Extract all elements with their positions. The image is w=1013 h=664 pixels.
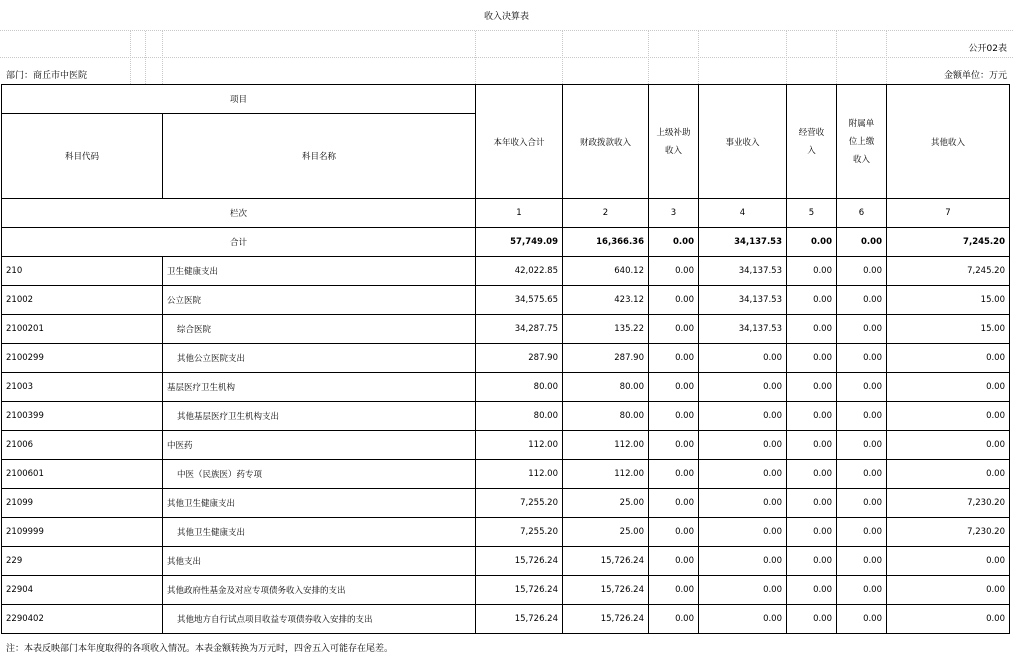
total-label: 合计 <box>2 228 476 257</box>
table-row <box>2 605 1010 634</box>
amount-cell: 0.00 <box>699 489 787 518</box>
header-business: 事业收入 <box>699 85 787 199</box>
subject-code: 229 <box>2 547 163 576</box>
amount-cell: 0.00 <box>837 257 887 286</box>
form-number-row <box>0 31 1013 58</box>
amount-cell: 7,245.20 <box>887 257 1010 286</box>
subject-code: 21002 <box>2 286 163 315</box>
amount-cell: 0.00 <box>649 344 699 373</box>
amount-cell: 0.00 <box>649 431 699 460</box>
amount-cell: 0.00 <box>837 489 887 518</box>
total-value: 7,245.20 <box>887 228 1010 257</box>
amount-cell: 34,287.75 <box>476 315 563 344</box>
amount-cell: 135.22 <box>563 315 649 344</box>
column-index-num: 2 <box>563 199 649 228</box>
table-row <box>2 489 1010 518</box>
amount-cell: 0.00 <box>649 315 699 344</box>
amount-cell: 0.00 <box>649 402 699 431</box>
amount-cell: 15,726.24 <box>563 605 649 634</box>
amount-cell: 0.00 <box>787 605 837 634</box>
footnote: 注：本表反映部门本年度取得的各项收入情况。本表金额转换为万元时，四舍五入可能存在尾差。 <box>6 644 394 654</box>
amount-cell: 0.00 <box>787 431 837 460</box>
amount-cell: 80.00 <box>476 402 563 431</box>
amount-cell: 0.00 <box>837 547 887 576</box>
unit-label: 金额单位：万元 <box>943 71 1007 81</box>
amount-cell: 0.00 <box>699 344 787 373</box>
amount-cell: 0.00 <box>787 257 837 286</box>
subject-name: 其他政府性基金及对应专项债务收入安排的支出 <box>163 576 476 605</box>
amount-cell: 15,726.24 <box>476 605 563 634</box>
header-total: 本年收入合计 <box>476 85 563 199</box>
amount-cell: 0.00 <box>649 257 699 286</box>
amount-cell: 0.00 <box>837 605 887 634</box>
amount-cell: 0.00 <box>699 547 787 576</box>
amount-cell: 0.00 <box>649 489 699 518</box>
amount-cell: 112.00 <box>476 431 563 460</box>
amount-cell: 0.00 <box>649 460 699 489</box>
page-title: 收入决算表 <box>0 0 1013 31</box>
table-row <box>2 286 1010 315</box>
subject-name: 中医（民族医）药专项 <box>163 460 476 489</box>
amount-cell: 0.00 <box>649 286 699 315</box>
amount-cell: 0.00 <box>649 547 699 576</box>
column-index-num: 3 <box>649 199 699 228</box>
subject-code: 2100399 <box>2 402 163 431</box>
amount-cell: 7,230.20 <box>887 518 1010 547</box>
amount-cell: 15,726.24 <box>476 576 563 605</box>
total-value: 34,137.53 <box>699 228 787 257</box>
amount-cell: 0.00 <box>787 576 837 605</box>
amount-cell: 0.00 <box>699 460 787 489</box>
subject-code: 21099 <box>2 489 163 518</box>
amount-cell: 112.00 <box>476 460 563 489</box>
header-item-group: 项目 <box>2 85 476 114</box>
amount-cell: 0.00 <box>837 402 887 431</box>
subject-code: 22904 <box>2 576 163 605</box>
amount-cell: 0.00 <box>699 518 787 547</box>
amount-cell: 0.00 <box>887 344 1010 373</box>
amount-cell: 0.00 <box>837 373 887 402</box>
subject-code: 2290402 <box>2 605 163 634</box>
amount-cell: 34,137.53 <box>699 286 787 315</box>
amount-cell: 0.00 <box>787 315 837 344</box>
subject-name: 综合医院 <box>163 315 476 344</box>
subject-name: 其他公立医院支出 <box>163 344 476 373</box>
amount-cell: 0.00 <box>787 344 837 373</box>
amount-cell: 15.00 <box>887 315 1010 344</box>
header-row-1 <box>2 85 1010 114</box>
total-value: 16,366.36 <box>563 228 649 257</box>
header-affiliated: 附属单位上缴收入 <box>837 85 887 199</box>
amount-cell: 0.00 <box>787 286 837 315</box>
amount-cell: 0.00 <box>837 431 887 460</box>
department-label: 部门：商丘市中医院 <box>6 71 88 81</box>
amount-cell: 15,726.24 <box>476 547 563 576</box>
total-value: 0.00 <box>787 228 837 257</box>
amount-cell: 0.00 <box>649 518 699 547</box>
amount-cell: 287.90 <box>563 344 649 373</box>
header-operating: 经营收入 <box>787 85 837 199</box>
subject-name: 其他地方自行试点项目收益专项债券收入安排的支出 <box>163 605 476 634</box>
subject-code: 21006 <box>2 431 163 460</box>
amount-cell: 7,255.20 <box>476 518 563 547</box>
subject-name: 其他支出 <box>163 547 476 576</box>
subject-code: 2100201 <box>2 315 163 344</box>
amount-cell: 0.00 <box>699 373 787 402</box>
table-row <box>2 344 1010 373</box>
amount-cell: 0.00 <box>837 460 887 489</box>
amount-cell: 25.00 <box>563 518 649 547</box>
subject-name: 公立医院 <box>163 286 476 315</box>
amount-cell: 80.00 <box>476 373 563 402</box>
amount-cell: 0.00 <box>649 373 699 402</box>
header-other: 其他收入 <box>887 85 1010 199</box>
amount-cell: 34,137.53 <box>699 315 787 344</box>
dept-unit-row <box>0 58 1013 84</box>
amount-cell: 0.00 <box>837 518 887 547</box>
amount-cell: 0.00 <box>787 402 837 431</box>
amount-cell: 7,255.20 <box>476 489 563 518</box>
amount-cell: 0.00 <box>887 431 1010 460</box>
subject-name: 基层医疗卫生机构 <box>163 373 476 402</box>
table-row <box>2 257 1010 286</box>
column-index-num: 1 <box>476 199 563 228</box>
subject-name: 中医药 <box>163 431 476 460</box>
subject-name: 其他基层医疗卫生机构支出 <box>163 402 476 431</box>
total-value: 57,749.09 <box>476 228 563 257</box>
amount-cell: 0.00 <box>649 605 699 634</box>
amount-cell: 7,230.20 <box>887 489 1010 518</box>
amount-cell: 0.00 <box>787 460 837 489</box>
amount-cell: 0.00 <box>699 402 787 431</box>
header-upper: 上级补助收入 <box>649 85 699 199</box>
amount-cell: 423.12 <box>563 286 649 315</box>
amount-cell: 15.00 <box>887 286 1010 315</box>
subject-name: 其他卫生健康支出 <box>163 518 476 547</box>
subject-name: 其他卫生健康支出 <box>163 489 476 518</box>
amount-cell: 0.00 <box>837 576 887 605</box>
amount-cell: 34,575.65 <box>476 286 563 315</box>
amount-cell: 0.00 <box>887 460 1010 489</box>
table-row <box>2 576 1010 605</box>
table-row <box>2 431 1010 460</box>
amount-cell: 0.00 <box>699 576 787 605</box>
header-name: 科目名称 <box>163 114 476 199</box>
column-index-num: 5 <box>787 199 837 228</box>
amount-cell: 0.00 <box>787 547 837 576</box>
amount-cell: 0.00 <box>887 402 1010 431</box>
table-row <box>2 315 1010 344</box>
column-index-num: 7 <box>887 199 1010 228</box>
column-index-num: 4 <box>699 199 787 228</box>
subject-code: 210 <box>2 257 163 286</box>
header-code: 科目代码 <box>2 114 163 199</box>
total-row <box>2 228 1010 257</box>
amount-cell: 112.00 <box>563 431 649 460</box>
subject-code: 2100299 <box>2 344 163 373</box>
total-value: 0.00 <box>649 228 699 257</box>
table-row <box>2 373 1010 402</box>
table-row <box>2 547 1010 576</box>
amount-cell: 640.12 <box>563 257 649 286</box>
column-index-label: 栏次 <box>2 199 476 228</box>
column-index-row <box>2 199 1010 228</box>
amount-cell: 0.00 <box>837 344 887 373</box>
header-fiscal: 财政拨款收入 <box>563 85 649 199</box>
table-row <box>2 460 1010 489</box>
amount-cell: 0.00 <box>787 373 837 402</box>
amount-cell: 0.00 <box>699 431 787 460</box>
amount-cell: 34,137.53 <box>699 257 787 286</box>
revenue-table <box>1 84 1010 634</box>
amount-cell: 0.00 <box>787 518 837 547</box>
subject-code: 21003 <box>2 373 163 402</box>
amount-cell: 15,726.24 <box>563 576 649 605</box>
amount-cell: 0.00 <box>649 576 699 605</box>
amount-cell: 80.00 <box>563 373 649 402</box>
amount-cell: 25.00 <box>563 489 649 518</box>
amount-cell: 0.00 <box>887 576 1010 605</box>
amount-cell: 0.00 <box>887 373 1010 402</box>
amount-cell: 112.00 <box>563 460 649 489</box>
table-row <box>2 402 1010 431</box>
subject-name: 卫生健康支出 <box>163 257 476 286</box>
amount-cell: 0.00 <box>887 547 1010 576</box>
column-index-num: 6 <box>837 199 887 228</box>
table-row <box>2 518 1010 547</box>
form-number: 公开02表 <box>968 44 1007 54</box>
subject-code: 2100601 <box>2 460 163 489</box>
amount-cell: 0.00 <box>699 605 787 634</box>
amount-cell: 0.00 <box>837 286 887 315</box>
subject-code: 2109999 <box>2 518 163 547</box>
amount-cell: 42,022.85 <box>476 257 563 286</box>
amount-cell: 80.00 <box>563 402 649 431</box>
amount-cell: 287.90 <box>476 344 563 373</box>
amount-cell: 0.00 <box>787 489 837 518</box>
amount-cell: 0.00 <box>887 605 1010 634</box>
amount-cell: 15,726.24 <box>563 547 649 576</box>
amount-cell: 0.00 <box>837 315 887 344</box>
total-value: 0.00 <box>837 228 887 257</box>
